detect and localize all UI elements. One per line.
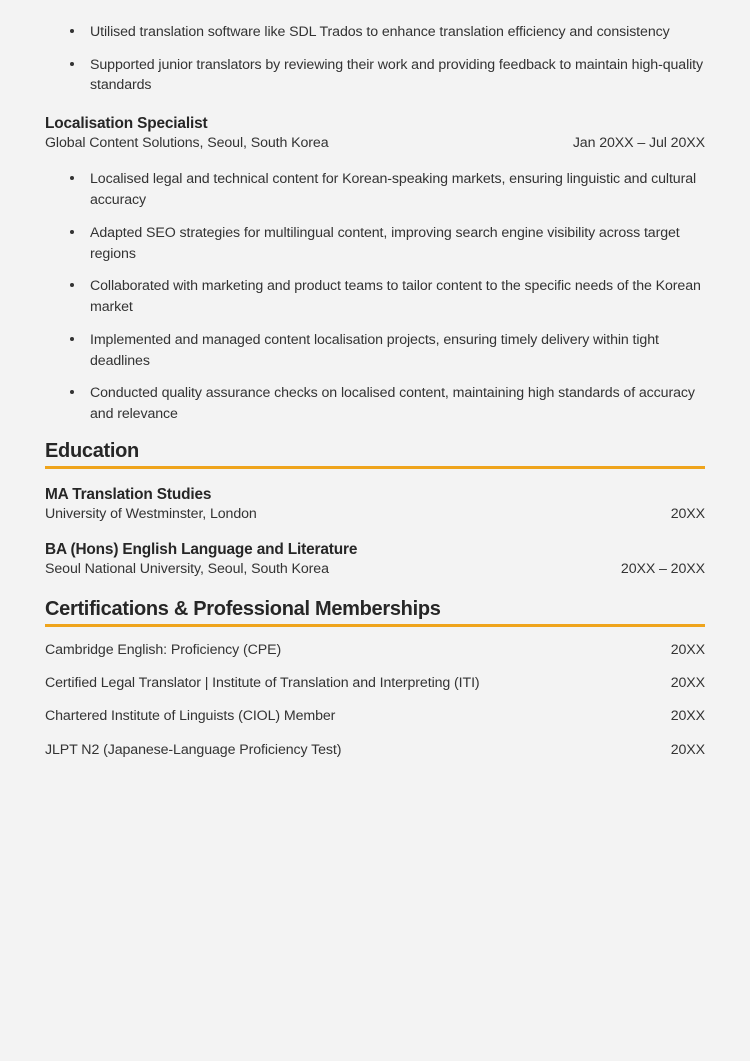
certification-date: 20XX: [670, 642, 705, 659]
certification-date: 20XX: [670, 741, 705, 758]
bullet-dot-icon: [70, 337, 74, 341]
localisation-specialist-bullet-list: [45, 169, 705, 424]
section-heading-certifications: Certifications & Professional Memberships: [45, 598, 441, 621]
list-item: [45, 383, 705, 424]
section-certifications: [45, 597, 705, 760]
bullet-text: Implemented and managed content localisation projects, ensuring timely delivery within tight deadlines: [90, 331, 659, 369]
list-item: [45, 22, 705, 43]
certification-name: JLPT N2 (Japanese-Language Proficiency Test): [45, 741, 342, 758]
previous-role-bullet-list: [45, 22, 705, 96]
education-degree: BA (Hons) English Language and Literature: [45, 540, 358, 558]
top-spacer: [45, 0, 705, 22]
list-item: [45, 276, 705, 317]
certification-row: [45, 707, 705, 726]
education-date: 20XX – 20XX: [620, 560, 705, 577]
education-entry: [45, 540, 705, 579]
entry-job-title: Localisation Specialist: [45, 115, 208, 133]
bullet-text: Supported junior translators by reviewing their work and providing feedback to maintain high-quality standards: [90, 56, 704, 94]
section-education: [45, 439, 705, 579]
spacer: [45, 579, 705, 597]
certification-row: [45, 741, 705, 760]
list-item: [45, 169, 705, 210]
certification-row: [45, 674, 705, 693]
education-entry: [45, 485, 705, 524]
bullet-text: Collaborated with marketing and product teams to tailor content to the specific needs of the Korean market: [90, 278, 701, 316]
section-divider-rule: [45, 624, 705, 627]
bullet-dot-icon: [70, 29, 74, 33]
entry-meta-row: [45, 134, 705, 153]
list-item: [45, 330, 705, 371]
experience-entry-localisation-specialist: [45, 114, 705, 153]
bullet-dot-icon: [70, 62, 74, 66]
bullet-text: Localised legal and technical content for Korean-speaking markets, ensuring linguistic and cultural accuracy: [90, 171, 697, 209]
certification-name: Chartered Institute of Linguists (CIOL) Member: [45, 708, 336, 725]
certification-row: [45, 641, 705, 660]
education-date: 20XX: [670, 505, 705, 522]
spacer: [45, 524, 705, 540]
bullet-dot-icon: [70, 390, 74, 394]
bullet-dot-icon: [70, 283, 74, 287]
list-item: [45, 223, 705, 264]
bullet-text: Conducted quality assurance checks on localised content, maintaining high standards of accuracy and relevance: [90, 385, 695, 422]
spacer: [45, 153, 705, 169]
certification-name: Cambridge English: Proficiency (CPE): [45, 642, 282, 659]
certification-date: 20XX: [670, 675, 705, 692]
list-item: [45, 55, 705, 96]
certification-name: Certified Legal Translator | Institute of Translation and Interpreting (ITI): [45, 675, 480, 692]
education-institution: Seoul National University, Seoul, South Korea: [45, 560, 329, 577]
bullet-dot-icon: [70, 230, 74, 234]
spacer: [45, 425, 705, 439]
bullet-text: Adapted SEO strategies for multilingual content, improving search engine visibility across target regions: [90, 224, 680, 262]
spacer: [45, 469, 705, 485]
education-institution: University of Westminster, London: [45, 505, 257, 522]
education-meta-row: [45, 560, 705, 579]
entry-organisation: Global Content Solutions, Seoul, South Korea: [45, 135, 329, 152]
spacer: [45, 96, 705, 114]
certification-date: 20XX: [670, 708, 705, 725]
section-heading-education: Education: [45, 439, 139, 462]
bullet-text: Utilised translation software like SDL Trados to enhance translation efficiency and consistency: [90, 24, 670, 40]
education-meta-row: [45, 505, 705, 524]
entry-date-range: Jan 20XX – Jul 20XX: [572, 135, 705, 152]
education-degree: MA Translation Studies: [45, 485, 212, 503]
bullet-dot-icon: [70, 176, 74, 180]
resume-content-column: [45, 0, 705, 760]
